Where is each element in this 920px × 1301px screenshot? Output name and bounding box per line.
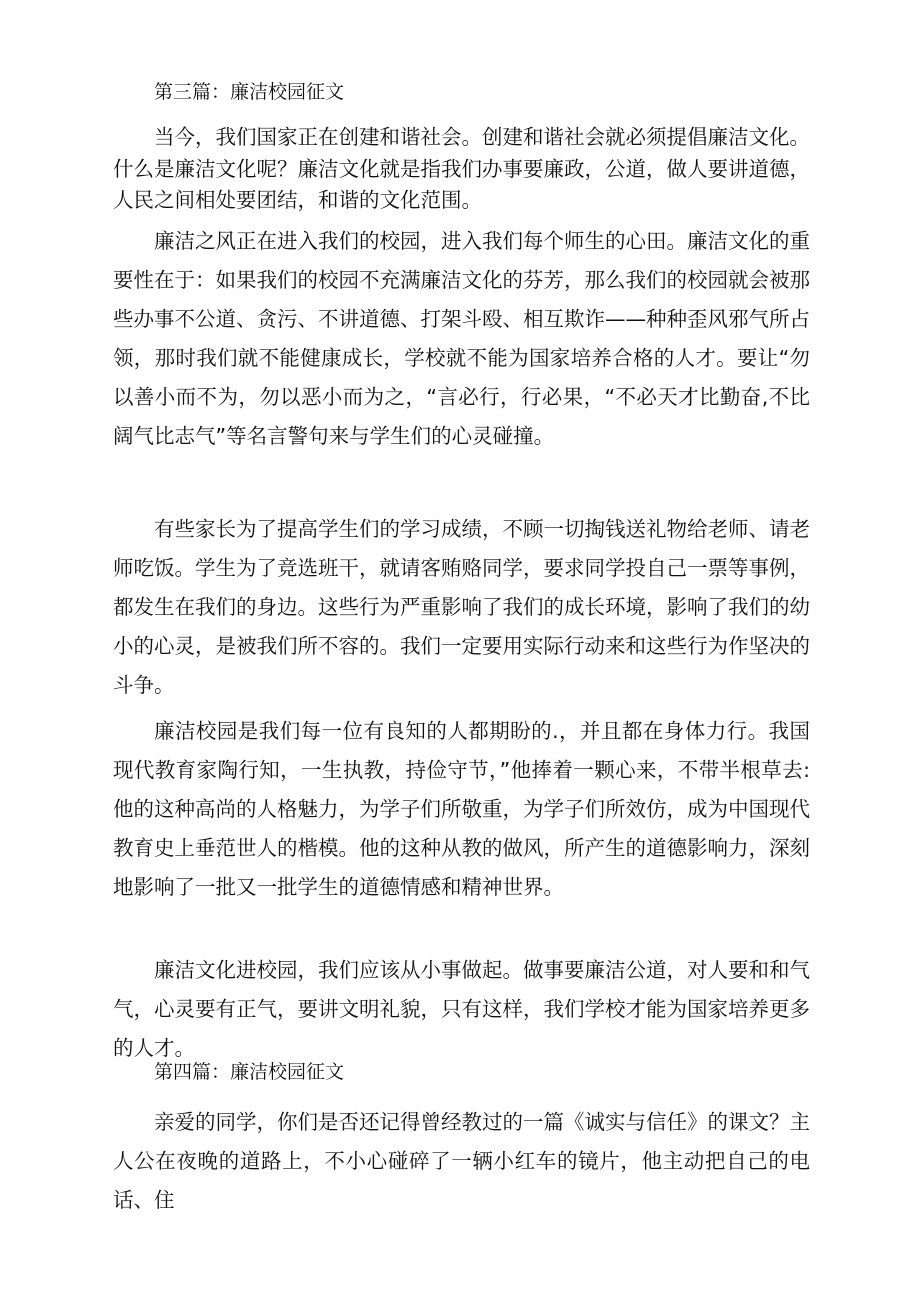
section4-paragraph-1: 亲爱的同学，你们是否还记得曾经教过的一篇《诚实与信任》的课文？主人公在夜晚的道路上，不小心碰碎了一辆小红车的镜片，他主动把自己的电话、住 [113,1110,810,1212]
section3-paragraph-4: 廉洁校园是我们每一位有良知的人都期盼的.，并且都在身体力行。我国现代教育家陶行知，一生执教，持俭守节，”他捧着一颗心来，不带半根草去:他的这种高尚的人格魅力，为学子们所敬重，为学子们所效仿，成为中国现代教育史上垂范世人的楷模。他的这种从教的做风，所产生的道德影响力，深刻地影响了一批又一批学生的道德情感和精神世界。 [113,719,810,899]
section3-paragraph-5: 廉洁文化进校园，我们应该从小事做起。做事要廉洁公道，对人要和和气气，心灵要有正气，要讲文明礼貌，只有这样，我们学校才能为国家培养更多的人才。 [113,958,810,1060]
section4-heading: 第四篇：廉洁校园征文 [154,1061,345,1083]
section3-paragraph-3: 有些家长为了提高学生们的学习成绩，不顾一切掏钱送礼物给老师、请老师吃饭。学生为了竞选班干，就请客贿赂同学，要求同学投自己一票等事例，都发生在我们的身边。这些行为严重影响了我们的成长环境，影响了我们的幼小的心灵，是被我们所不容的。我们一定要用实际行动来和这些行为作坚决的斗争。 [113,517,810,697]
section3-heading: 第三篇：廉洁校园征文 [154,81,345,103]
section3-paragraph-2: 廉洁之风正在进入我们的校园，进入我们每个师生的心田。廉洁文化的重要性在于：如果我们的校园不充满廉洁文化的芬芳，那么我们的校园就会被那些办事不公道、贪污、不讲道德、打架斗殴、相互欺诈——种种歪风邪气所占领，那时我们就不能健康成长，学校就不能为国家培养合格的人才。要让“勿以善小而不为，勿以恶小而为之，“言必行，行必果，“不必天才比勤奋,不比阔气比志气”等名言警句来与学生们的心灵碰撞。 [113,229,810,448]
section3-paragraph-1: 当今，我们国家正在创建和谐社会。创建和谐社会就必须提倡廉洁文化。什么是廉洁文化呢？廉洁文化就是指我们办事要廉政，公道，做人要讲道德，人民之间相处要团结，和谐的文化范围。 [113,125,810,212]
